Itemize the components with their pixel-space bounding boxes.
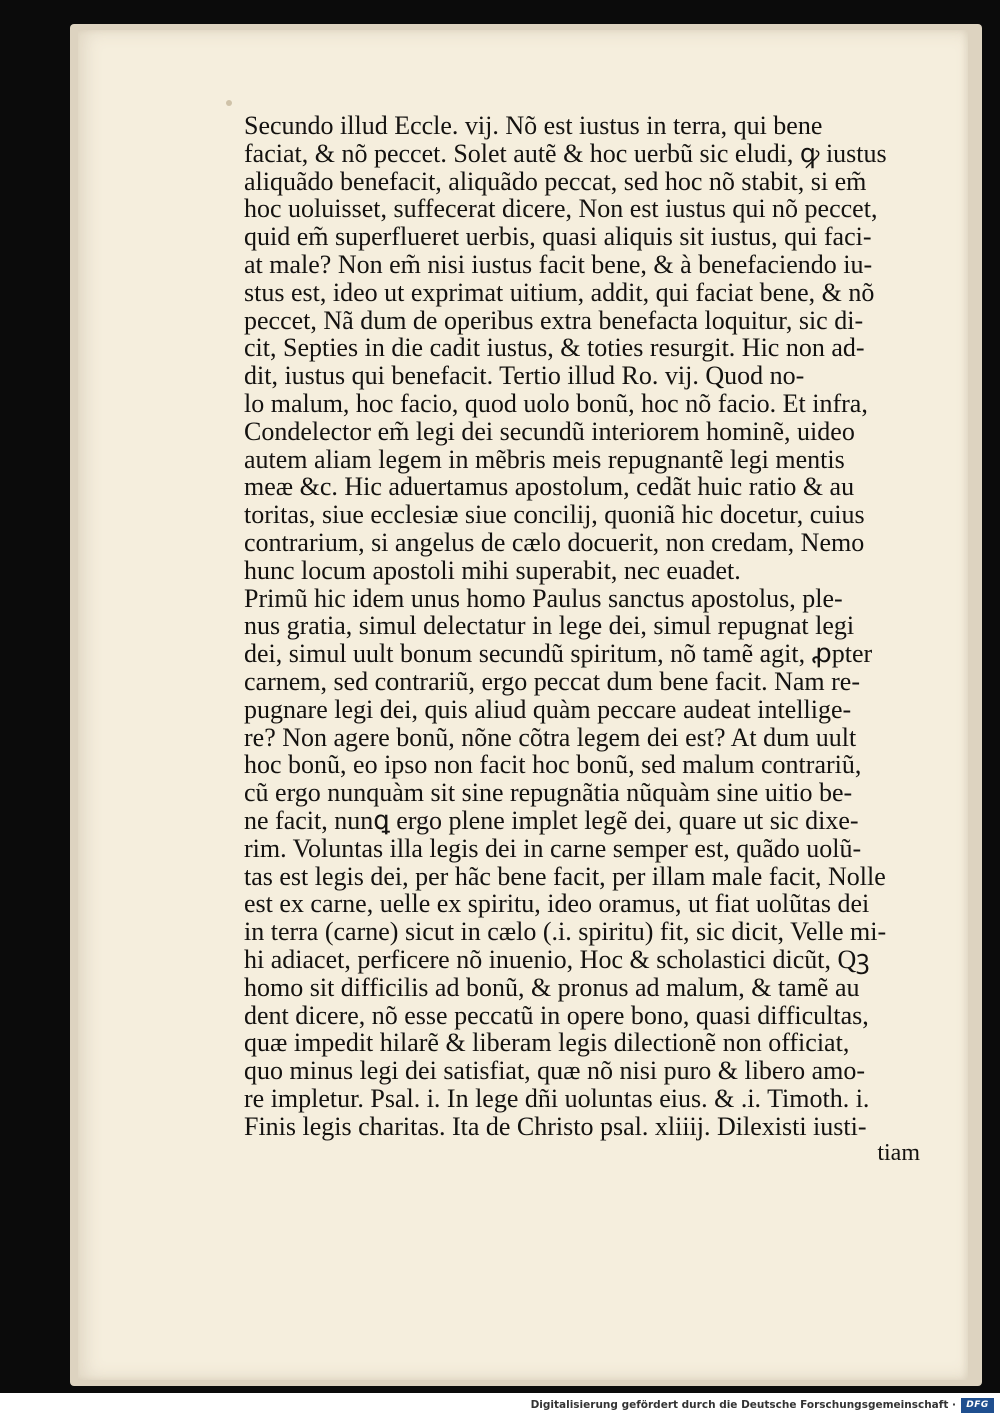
text-line: Finis legis charitas. Ita de Christo psal. xliiij. Dilexisti iusti-	[244, 1111, 867, 1141]
text-line: hunc locum apostoli mihi superabit, nec euadet.	[244, 555, 741, 585]
text-line: toritas, siue ecclesiæ siue concilij, quoniã hic docetur, cuius	[244, 500, 865, 530]
text-line: quid em̃ superflueret uerbis, quasi aliquis sit iustus, qui faci-	[244, 222, 872, 252]
text-line: re? Non agere bonũ, nõne cõtra legem dei est? At dum uult	[244, 722, 857, 752]
text-line: carnem, sed contrariũ, ergo peccat dum bene facit. Nam re-	[244, 666, 861, 696]
text-line: in terra (carne) sicut in cælo (.i. spiritu) fit, sic dicit, Velle mi-	[244, 917, 887, 947]
text-line: pugnare legi dei, quis aliud quàm peccare audeat intellige-	[244, 694, 852, 724]
text-line: dit, iustus qui benefacit. Tertio illud Ro. vij. Quod no-	[244, 361, 805, 391]
text-line: Secundo illud Eccle. vij. Nõ est iustus in terra, qui bene	[244, 111, 823, 140]
text-line: re impletur. Psal. i. In lege dñi uoluntas eius. & .i. Timoth. i.	[244, 1083, 870, 1113]
text-line: peccet, Nã dum de operibus extra benefacta loquitur, sic di-	[244, 305, 864, 335]
text-line: quæ impedit hilarẽ & liberam legis dilectionẽ non officiat,	[244, 1028, 850, 1058]
text-line: hoc bonũ, eo ipso non facit hoc bonũ, sed malum contrariũ,	[244, 750, 862, 780]
text-line: dent dicere, nõ esse peccatũ in opere bono, quasi difficultas,	[244, 1000, 869, 1030]
text-line: stus est, ideo ut exprimat uitium, addit, qui faciat bene, & nõ	[244, 277, 875, 307]
text-line: at male? Non em̃ nisi iustus facit bene, & à benefaciendo iu-	[244, 249, 873, 279]
text-block	[244, 112, 924, 1168]
text-line: meæ &c. Hic aduertamus apostolum, cedãt huic ratio & au	[244, 472, 855, 502]
text-line: dei, simul uult bonum secundũ spiritum, nõ tamẽ agit, ꝓpter	[244, 639, 873, 669]
text-line: contrarium, si angelus de cælo docuerit, non credam, Nemo	[244, 527, 865, 557]
text-line: cit, Septies in die cadit iustus, & toties resurgit. Hic non ad-	[244, 333, 865, 363]
paper-spot	[226, 100, 232, 106]
catchword: tiam	[877, 1140, 920, 1167]
text-line: quo minus legi dei satisfiat, quæ nõ nisi puro & libero amo-	[244, 1056, 866, 1086]
text-line: rim. Voluntas illa legis dei in carne semper est, quãdo uolũ-	[244, 833, 862, 863]
text-line: autem aliam legem in mẽbris meis repugnantẽ legi mentis	[244, 444, 845, 474]
text-line: hi adiacet, perficere nõ inuenio, Hoc & scholastici dicũt, Qꝫ	[244, 944, 870, 974]
text-line: ne facit, nunꝗ ergo plene implet legẽ dei, quare ut sic dixe-	[244, 805, 859, 835]
text-line: Condelector em̃ legi dei secundũ interiorem hominẽ, uideo	[244, 416, 855, 446]
text-line: cũ ergo nunquàm sit sine repugnãtia nũquàm sine uitio be-	[244, 778, 853, 808]
dfg-logo: DFG	[961, 1398, 994, 1413]
footer-bar	[0, 1393, 1000, 1419]
text-line: Primũ hic idem unus homo Paulus sanctus apostolus, ple-	[244, 583, 843, 613]
text-line: faciat, & nõ peccet. Solet autẽ & hoc uerbũ sic eludi, ꝙ iustus	[244, 138, 887, 168]
text-line: hoc uoluisset, suffecerat dicere, Non est iustus qui nõ peccet,	[244, 194, 878, 224]
digitization-credit: Digitalisierung gefördert durch die Deutsche Forschungsgemeinschaft ·	[530, 1399, 956, 1411]
text-line: aliquãdo benefacit, aliquãdo peccat, sed hoc nõ stabit, si em̃	[244, 166, 867, 196]
text-line: tas est legis dei, per hãc bene facit, per illam male facit, Nolle	[244, 861, 886, 891]
text-line: lo malum, hoc facio, quod uolo bonũ, hoc nõ facio. Et infra,	[244, 388, 868, 418]
text-line: nus gratia, simul delectatur in lege dei, simul repugnat legi	[244, 611, 855, 641]
text-line: est ex carne, uelle ex spiritu, ideo oramus, ut fiat uolũtas dei	[244, 889, 870, 919]
text-line: homo sit difficilis ad bonũ, & pronus ad malum, & tamẽ au	[244, 972, 860, 1002]
